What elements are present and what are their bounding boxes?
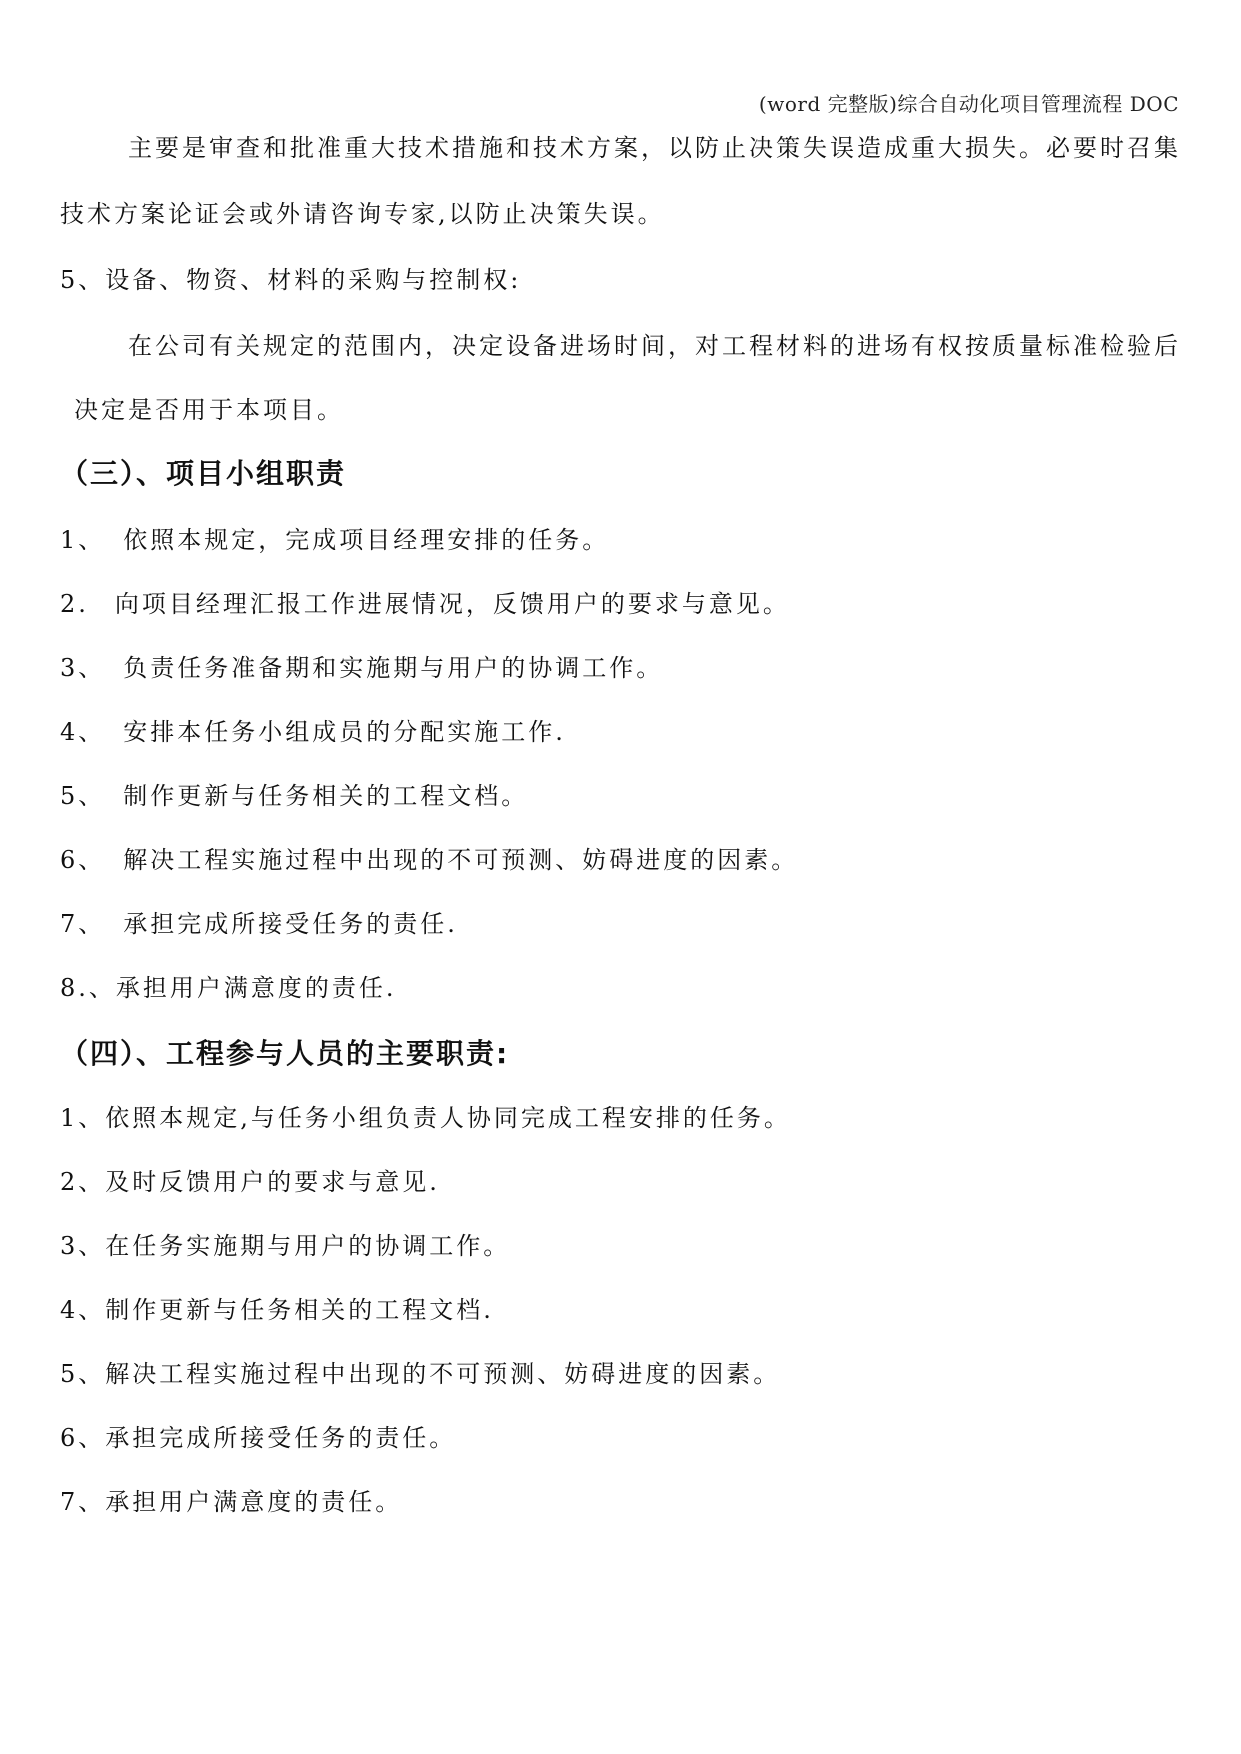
- item-number: 2.: [60, 590, 89, 618]
- page-header: (word 完整版)综合自动化项目管理流程 DOC: [758, 92, 1179, 116]
- section-4-heading: （四）、工程参与人员的主要职责:: [60, 1037, 510, 1070]
- section-4-item: 1、依照本规定,与任务小组负责人协同完成工程安排的任务。: [60, 1104, 791, 1132]
- section-3-heading: （三）、项目小组职责: [60, 457, 347, 490]
- section-3-item: [60, 528, 609, 552]
- section-4-item: 6、承担完成所接受任务的责任。: [60, 1424, 457, 1452]
- procurement-paragraph-line-2: 决定是否用于本项目。: [74, 396, 344, 424]
- section-4-item: 3、在任务实施期与用户的协调工作。: [60, 1232, 511, 1260]
- item-number: 1、: [60, 526, 106, 554]
- item-number: 7、: [60, 910, 106, 938]
- item-text: 解决工程实施过程中出现的不可预测、妨碍进度的因素。: [123, 846, 799, 874]
- item-number: 3、: [60, 654, 106, 682]
- procurement-paragraph-line-1: 在公司有关规定的范围内，决定设备进场时间，对工程材料的进场有权按质量标准检验后: [128, 332, 1181, 360]
- item-text: 承担用户满意度的责任.: [115, 974, 397, 1002]
- item-text: 向项目经理汇报工作进展情况，反馈用户的要求与意见。: [114, 590, 790, 618]
- item-text: 依照本规定，完成项目经理安排的任务。: [123, 526, 610, 554]
- item-number: 4、: [60, 718, 106, 746]
- section-4-item: 2、及时反馈用户的要求与意见.: [60, 1168, 440, 1196]
- item-text: 承担完成所接受任务的责任.: [123, 910, 458, 938]
- section-4-item: 4、制作更新与任务相关的工程文档.: [60, 1296, 494, 1324]
- item-number: 6、: [60, 846, 106, 874]
- section-3-item: [60, 720, 566, 744]
- tech-paragraph-line-1: 主要是审查和批准重大技术措施和技术方案，以防止决策失误造成重大损失。必要时召集: [128, 134, 1181, 162]
- section-3-item: [60, 592, 790, 616]
- section-3-item: [60, 976, 397, 1000]
- item-number: 8.、: [60, 974, 116, 1002]
- section-4-item: 5、解决工程实施过程中出现的不可预测、妨碍进度的因素。: [60, 1360, 781, 1388]
- section-3-item: [60, 656, 663, 680]
- procurement-item-title: 5、设备、物资、材料的采购与控制权:: [60, 266, 522, 294]
- section-4-item: 7、承担用户满意度的责任。: [60, 1488, 403, 1516]
- item-text: 制作更新与任务相关的工程文档。: [123, 782, 529, 810]
- section-3-item: [60, 912, 458, 936]
- section-3-item: [60, 784, 528, 808]
- item-text: 安排本任务小组成员的分配实施工作.: [123, 718, 566, 746]
- tech-paragraph-line-2: 技术方案论证会或外请咨询专家,以防止决策失误。: [60, 200, 665, 228]
- item-number: 5、: [60, 782, 106, 810]
- item-text: 负责任务准备期和实施期与用户的协调工作。: [123, 654, 664, 682]
- section-3-item: [60, 848, 798, 872]
